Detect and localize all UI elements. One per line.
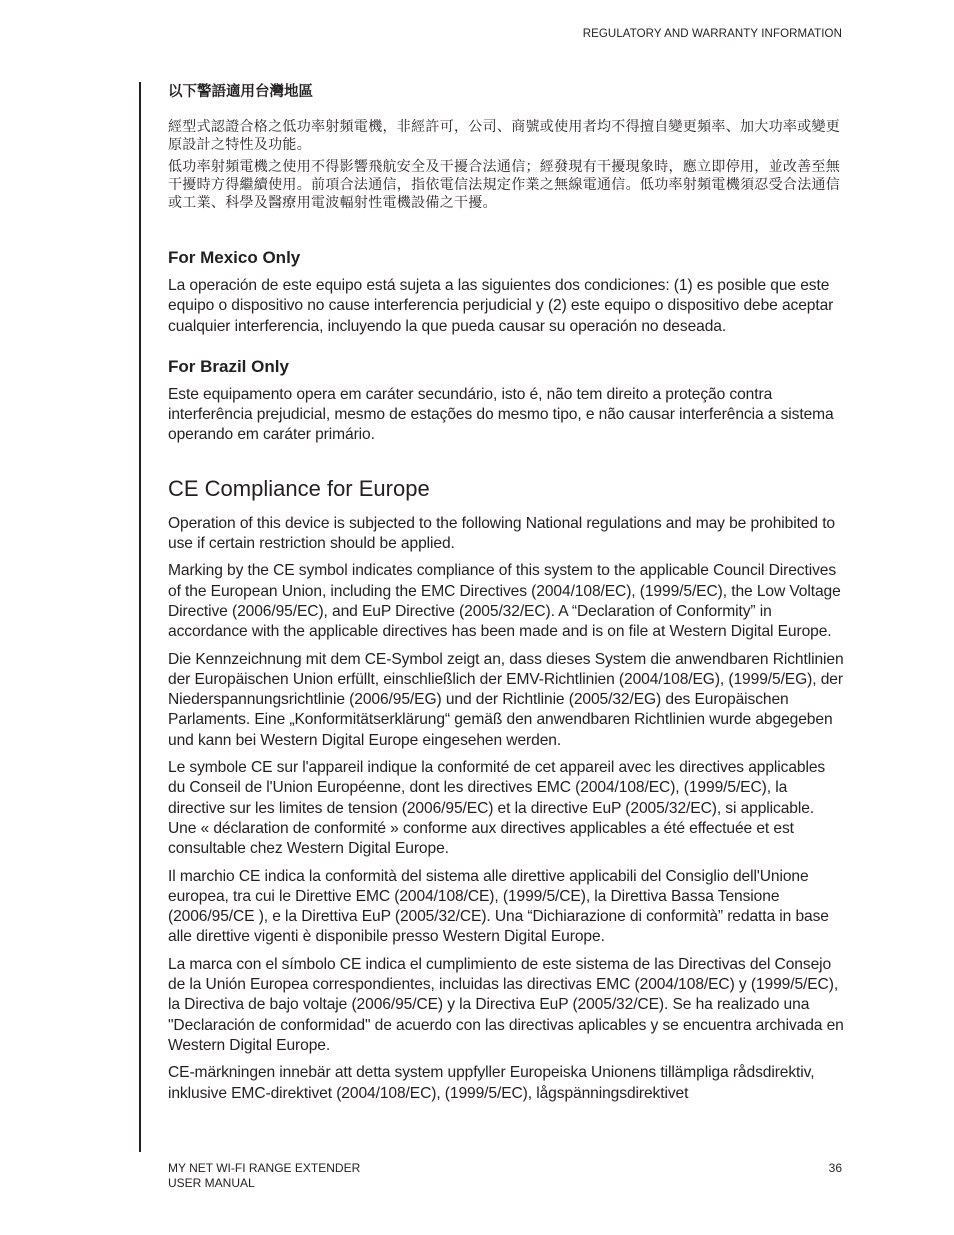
taiwan-paragraph-1: 經型式認證合格之低功率射頻電機，非經許可，公司、商號或使用者均不得擅自變更頻率、加大功率或變更原設計之特性及功能。 [168, 119, 841, 153]
mexico-heading: For Mexico Only [168, 248, 301, 267]
brazil-heading: For Brazil Only [168, 356, 289, 376]
brazil-paragraph: Este equipamento opera em caráter secundário, isto é, não tem direito a proteção contra interferência prejudicial, mesmo de estações do mesmo tipo, e não causar interferência a sistema operando em caráter primário. [168, 385, 834, 444]
page-body [168, 82, 844, 1111]
ce-paragraph-en: Marking by the CE symbol indicates compliance of this system to the applicable Council Directives of the European Union, including the EMC Directives (2004/108/EC), (1999/5/EC), the Low Voltage Directive (2006/95/EC), and EuP Directive (2005/32/EC). A “Declaration of Conformity” in accordance with the applicable directives has been made and is on file at Western Digital Europe. [168, 562, 841, 641]
margin-rule [139, 82, 141, 1152]
ce-section-heading: CE Compliance for Europe [168, 475, 430, 501]
footer-manual-label: USER MANUAL [168, 1176, 255, 1190]
taiwan-paragraph-2: 低功率射頻電機之使用不得影響飛航安全及干擾合法通信；經發現有干擾現象時，應立即停用，並改善至無干擾時方得繼續使用。前項合法通信，指依電信法規定作業之無線電通信。低功率射頻電機須忍受合法通信或工業、科學及醫療用電波輻射性電機設備之干擾。 [168, 159, 841, 211]
ce-paragraph-es: La marca con el símbolo CE indica el cumplimiento de este sistema de las Directivas del Consejo de la Unión Europea correspondientes, incluidas las directivas EMC (2004/108/EC) y (1999/5/EC), la Directiva de bajo voltaje (2006/95/CE) y la Directiva EuP (2005/32/CE). Se ha realizado una "Declaración de conformidad" de acuerdo con las directivas aplicables y se encuentra archivada en Western Digital Europe. [168, 955, 844, 1054]
footer-product-info [168, 1161, 360, 1191]
footer-product-name: MY NET WI-FI RANGE EXTENDER [168, 1161, 361, 1175]
ce-paragraph-en-intro: Operation of this device is subjected to the following National regulations and may be prohibited to use if certain restriction should be applied. [168, 514, 836, 553]
running-header: REGULATORY AND WARRANTY INFORMATION [582, 28, 842, 40]
ce-paragraph-fr: Le symbole CE sur l'appareil indique la conformité de cet appareil avec les directives applicables du Conseil de l'Union Européenne, dont les directives EMC (2004/108/EC), (1999/5/EC), la directive sur les limites de tension (2006/95/EC) et la directive EuP (2005/32/EC), si applicable. Une « déclaration de conformité » conforme aux directives applicables a été effectuée et est consultable chez Western Digital Europe. [168, 759, 826, 858]
page-number: 36 [828, 1161, 842, 1175]
mexico-paragraph: La operación de este equipo está sujeta a las siguientes dos condiciones: (1) es posible que este equipo o dispositivo no cause interferencia perjudicial y (2) este equipo o dispositivo debe aceptar cualquier interferencia, incluyendo la que pueda causar su operación no deseada. [168, 277, 834, 335]
ce-paragraph-it: Il marchio CE indica la conformità del sistema alle direttive applicabili del Consiglio dell'Unione europea, tra cui le Direttive EMC (2004/108/CE), (1999/5/CE), la Direttiva Bassa Tensione (2006/95/CE ), e la Direttiva EuP (2005/32/CE). Una “Dichiarazione di conformità” redatta in base alle direttive vigenti è disponibile presso Western Digital Europe. [168, 867, 829, 946]
ce-paragraph-de: Die Kennzeichnung mit dem CE-Symbol zeigt an, dass dieses System die anwendbaren Richtlinien der Europäischen Union erfüllt, einschließlich der EMV-Richtlinien (2004/108/EG), (1999/5/EG), der Niederspannungsrichtlinie (2006/95/EG) und der Richtlinie (2005/32/EG) des Europäischen Parlaments. Eine „Konformitätserklärung“ gemäß den anwendbaren Richtlinien wurde abgegeben und kann bei Western Digital Europe eingesehen werden. [168, 650, 844, 749]
taiwan-heading: 以下警語適用台灣地區 [168, 84, 313, 100]
ce-paragraph-sv: CE-märkningen innebär att detta system uppfyller Europeiska Unionens tillämpliga rådsdirektiv, inklusive EMC-direktivet (2004/108/EC), (1999/5/EC), lågspänningsdirektivet [168, 1064, 815, 1102]
